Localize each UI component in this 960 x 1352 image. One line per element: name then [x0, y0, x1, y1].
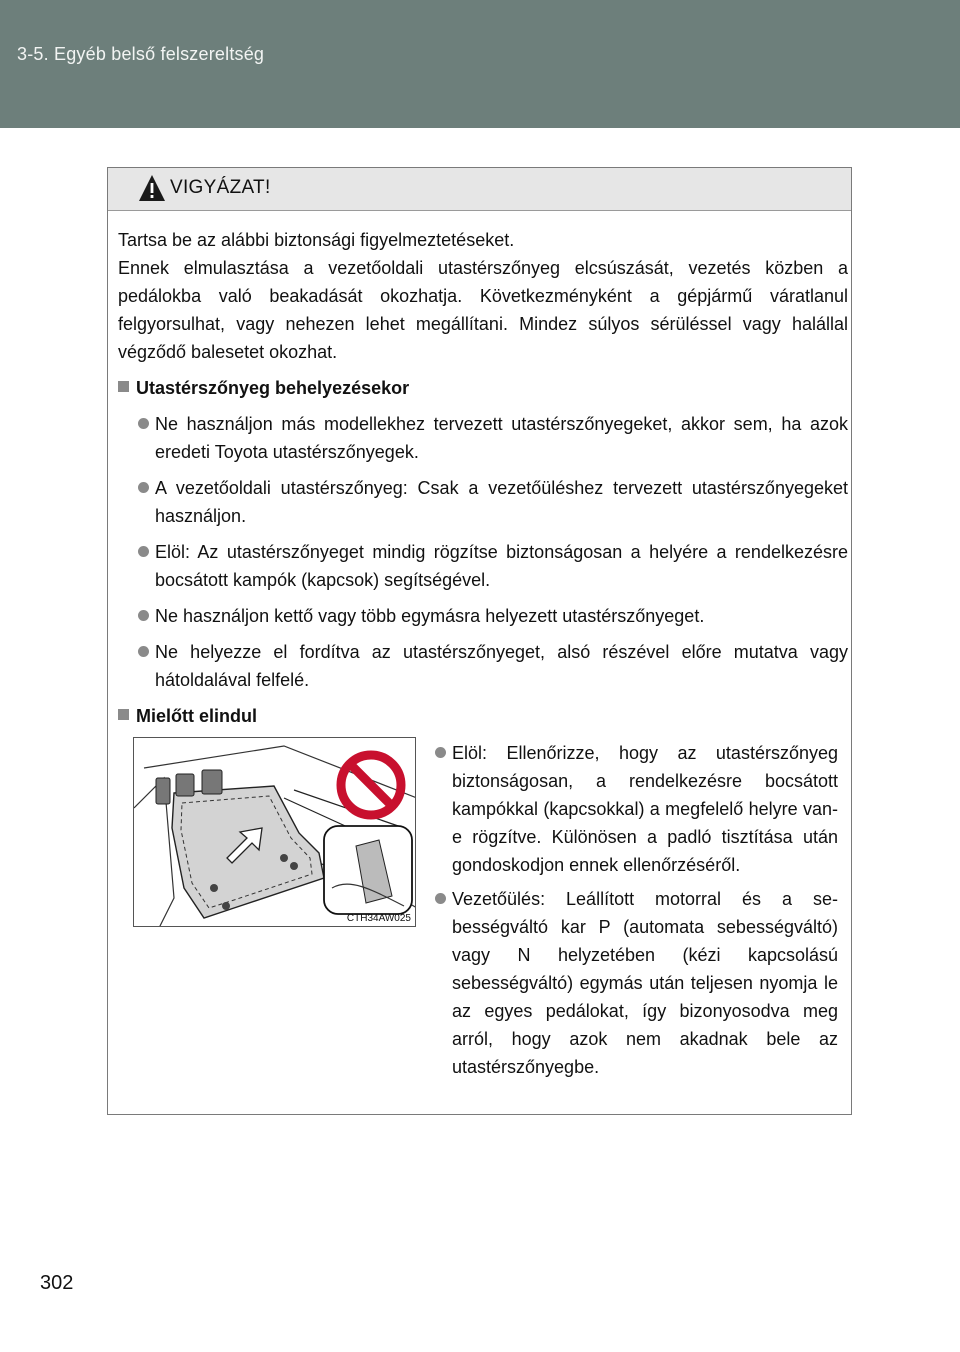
list-item-text: Elöl: Ellenőrizze, hogy az utastérszőnyeg biztonságosan, a rendelkezésre bocsátott kampókkal (kapcsokkal) a megfelelő helyre van-e rögzítve. Különösen a padló tisztítása után gondoskodjon ennek ellenőrzéséről.	[452, 743, 838, 875]
warning-intro: Tartsa be az alábbi biztonsági figyelmeztetéseket.	[118, 230, 515, 250]
warning-triangle-icon	[138, 173, 166, 203]
warning-intro-detail: Ennek elmulasztása a vezetőoldali utastérszőnyeg elcsúszását, vezetés közben a pedálokba való beakadását okozhatja. Következményként a gépjármű váratlanul felgyorsulhat, vagy nehezen lehet megállítani. Mindez súlyos sérüléssel vagy halállal végződő balesetet okozhat.	[118, 258, 848, 362]
illustration-code: CTH34AW025	[346, 913, 411, 924]
round-bullet-icon	[138, 482, 149, 493]
list-item	[118, 602, 848, 630]
floor-mat-drawing	[134, 738, 416, 927]
list-item	[118, 474, 848, 530]
warning-header	[108, 168, 851, 211]
square-bullet-icon	[118, 381, 129, 392]
list-item-text: A vezetőoldali utastérszőnyeg: Csak a vezetőüléshez tervezett utastérszőnyegeket használjon.	[155, 478, 848, 526]
round-bullet-icon	[435, 747, 446, 758]
list-item	[118, 538, 848, 594]
section-heading-placement	[118, 374, 848, 402]
list-item-text: Ne helyezze el fordítva az utastérszőnyeget, alsó részével előre mutatva vagy hátoldalával felfelé.	[155, 642, 848, 690]
round-bullet-icon	[138, 610, 149, 621]
floor-mat-illustration	[133, 737, 416, 927]
list-item	[118, 638, 848, 694]
round-bullet-icon	[138, 546, 149, 557]
list-item-text: Ne használjon más modellekhez tervezett utastérszőnyegeket, akkor sem, ha azok eredeti Toyota utastérszőnyegek.	[155, 414, 848, 462]
section-title: 3-5. Egyéb belső felszereltség	[17, 44, 265, 64]
round-bullet-icon	[138, 418, 149, 429]
section-heading-text: Mielőtt elindul	[136, 706, 257, 726]
list-item-text: Elöl: Az utastérszőnyeget mindig rögzítse biztonságosan a helyére a rendelkezésre bocsátott kampók (kapcsok) segítségével.	[155, 542, 848, 590]
list-item-text: Vezetőülés: Leállított motorral és a sebességváltó kar P (automata sebességváltó) vagy N helyzetében (kézi kapcsolású sebességváltó) egymás után teljesen nyomja le az egyes pedálokat, így bizonyosodva meg arról, hogy azok nem akadnak bele az utastérszőnyegbe.	[452, 889, 838, 1077]
section-heading-text: Utastérszőnyeg behelyezésekor	[136, 378, 410, 398]
square-bullet-icon	[118, 709, 129, 720]
round-bullet-icon	[138, 646, 149, 657]
page-number: 302	[40, 1272, 74, 1294]
round-bullet-icon	[435, 893, 446, 904]
before-driving-list	[435, 733, 838, 1081]
list-item-text: Ne használjon kettő vagy több egymásra helyezett utastérszőnyeget.	[155, 606, 705, 626]
list-item	[118, 410, 848, 466]
warning-content	[118, 226, 848, 730]
warning-title: VIGYÁZAT!	[170, 177, 271, 198]
section-heading-before-driving	[118, 702, 848, 730]
list-item	[435, 739, 838, 879]
list-item	[435, 885, 838, 1081]
page-header	[0, 0, 960, 128]
